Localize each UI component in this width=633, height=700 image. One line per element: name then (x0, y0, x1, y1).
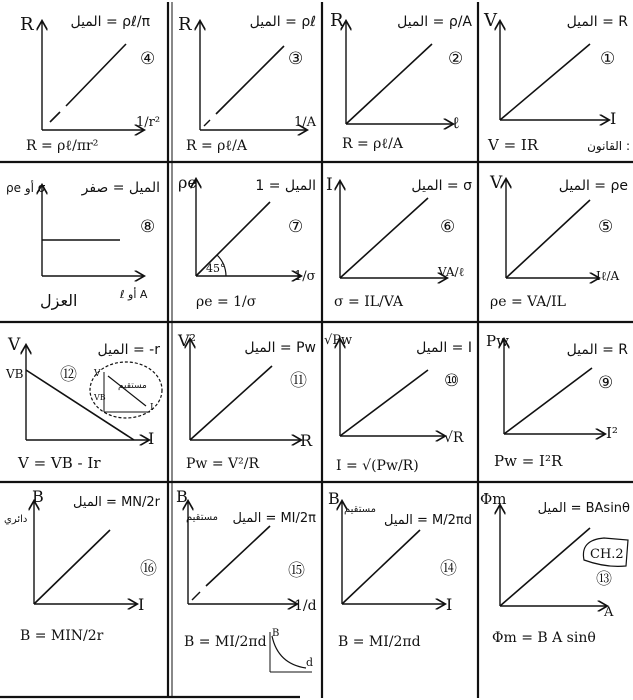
x-axis-label: Iℓ/A (596, 269, 620, 283)
x-axis-label: R (300, 431, 313, 450)
y-axis-label: B (32, 487, 44, 506)
inset-note: مستقيم (118, 381, 147, 391)
graph-cell-14 (328, 489, 472, 650)
graph-number: ② (448, 49, 464, 69)
angle-label: 45° (206, 262, 226, 275)
x-axis-label: 1/r² (136, 115, 161, 130)
graph-cell-10 (324, 333, 472, 474)
equation: ρe = 1/σ (196, 294, 257, 310)
x-axis-label: I (148, 429, 155, 448)
y-note: مستقيم (344, 504, 377, 515)
equation: V = IR (488, 136, 539, 154)
slope-label: الميل = R (566, 14, 628, 30)
graph-cell-13 (480, 490, 630, 646)
graph-number: ⑩ (444, 371, 460, 391)
x-axis-label: I² (606, 424, 618, 442)
graph-cell-5 (489, 173, 628, 310)
inset-v-label: V (94, 369, 101, 379)
slope-label: الميل = ρ/A (397, 14, 472, 30)
slope-label: الميل = -r (97, 342, 160, 358)
graph-number: ⑫ (60, 365, 77, 385)
graph-cell-2 (330, 10, 472, 152)
x-axis-label: I (446, 595, 453, 614)
y-axis-label: I (326, 175, 333, 195)
x-axis-label: VA/ℓ (438, 265, 465, 279)
equation: B = MI/2πd (338, 634, 421, 650)
x-axis-label: ℓ (452, 113, 460, 132)
y-axis-label: √Pw (324, 333, 353, 348)
graph-cell-8 (6, 180, 160, 311)
graph-cell-16 (4, 487, 161, 644)
slope-label: الميل = ρℓ/π (70, 14, 150, 30)
law-note: القانون : (587, 139, 630, 153)
x-axis-label: 1/d (294, 598, 317, 614)
y-axis-label: ρe أو σ (6, 181, 46, 195)
inset-b-label: B (272, 628, 280, 639)
equation: I = √(Pw/R) (336, 458, 419, 474)
slope-label: الميل = صفر (81, 180, 160, 196)
y-axis-label: Φm (480, 490, 507, 508)
x-axis-label: I (138, 595, 145, 614)
equation: Pw = V²/R (186, 456, 260, 472)
equation: R = ρℓ/A (342, 136, 403, 152)
graph-cell-15 (176, 487, 317, 672)
y-axis-label: V (490, 173, 503, 193)
graph-number: ⑬ (596, 569, 613, 588)
slope-label: الميل = 1 (255, 178, 316, 194)
y-axis-label: V (8, 335, 21, 355)
equation: V = VB - Ir (18, 454, 101, 472)
graph-number: ④ (140, 49, 156, 69)
graph-cell-9 (486, 332, 628, 470)
x-axis-label: 1/σ (294, 269, 316, 284)
slope-label: الميل = Pw (244, 340, 316, 356)
equation: Pw = I²R (494, 452, 563, 470)
inset-i-label: I (150, 403, 154, 413)
inset-d-label: d (306, 656, 314, 669)
chapter-tag: CH.2 (590, 547, 624, 562)
equation: Φm = B A sinθ (492, 630, 596, 646)
y-axis-label: V (484, 10, 497, 31)
graph-number: ⑥ (440, 217, 456, 237)
graph-number: ⑭ (440, 559, 457, 579)
y-axis-label: Pw (486, 332, 509, 350)
slope-label: الميل = ρe (558, 178, 628, 194)
y-axis-label: R (20, 14, 34, 35)
y-note: دائري (4, 514, 28, 525)
x-axis-label: ℓ أو A (120, 288, 148, 301)
x-axis-label: I (610, 109, 617, 128)
slope-label: الميل = σ (411, 178, 472, 194)
graph-number: ⑦ (288, 217, 304, 237)
slope-label: الميل = ρℓ (249, 14, 316, 30)
slope-label: الميل = M/2πd (384, 513, 472, 528)
equation: B = MI/2πd (184, 634, 267, 650)
y-axis-label: R (330, 10, 344, 31)
y-axis-label: B (328, 489, 340, 508)
y-note: مستقيم (186, 512, 219, 523)
graph-cell-7 (178, 173, 316, 310)
graph-number: ⑧ (140, 217, 156, 237)
graph-number: ③ (288, 49, 304, 69)
graph-number: ⑯ (140, 559, 157, 579)
slope-label: الميل = MN/2r (73, 495, 160, 510)
graph-cell-1 (483, 10, 630, 154)
graph-cell-4 (20, 14, 160, 154)
slope-label: الميل = BAsinθ (537, 501, 630, 516)
graph-cell-11 (177, 331, 316, 472)
slope-label: الميل = I (416, 340, 472, 356)
equation: σ = IL/VA (334, 294, 404, 310)
equation: R = ρℓ/A (186, 138, 247, 154)
y-axis-label: V² (178, 331, 196, 350)
graph-number: ⑪ (290, 371, 307, 391)
vb-label: VB (6, 367, 24, 381)
x-axis-label: 1/A (294, 115, 317, 130)
graph-number: ⑤ (598, 217, 614, 237)
graph-cell-6 (326, 175, 472, 310)
graph-cell-12 (5, 335, 162, 472)
equation: R = ρℓ/πr² (26, 138, 99, 154)
y-axis-label: ρe (178, 173, 197, 192)
equation: B = MIN/2r (20, 628, 104, 644)
graph-number: ⑨ (598, 373, 614, 393)
insulation-note: العزل (40, 291, 78, 310)
inset-vb-label: VB (94, 393, 106, 402)
equation: ρe = VA/IL (490, 294, 566, 310)
grid-lines (0, 2, 633, 698)
graph-number: ① (600, 49, 616, 69)
graph-cell-3 (178, 14, 317, 154)
slope-label: الميل = R (566, 342, 628, 358)
x-axis-label: A (604, 605, 614, 620)
slope-label: الميل = MI/2π (232, 511, 316, 526)
graph-number: ⑮ (288, 561, 305, 581)
y-axis-label: R (178, 14, 192, 35)
y-axis-label: B (176, 487, 188, 506)
x-axis-label: √R (444, 430, 464, 446)
